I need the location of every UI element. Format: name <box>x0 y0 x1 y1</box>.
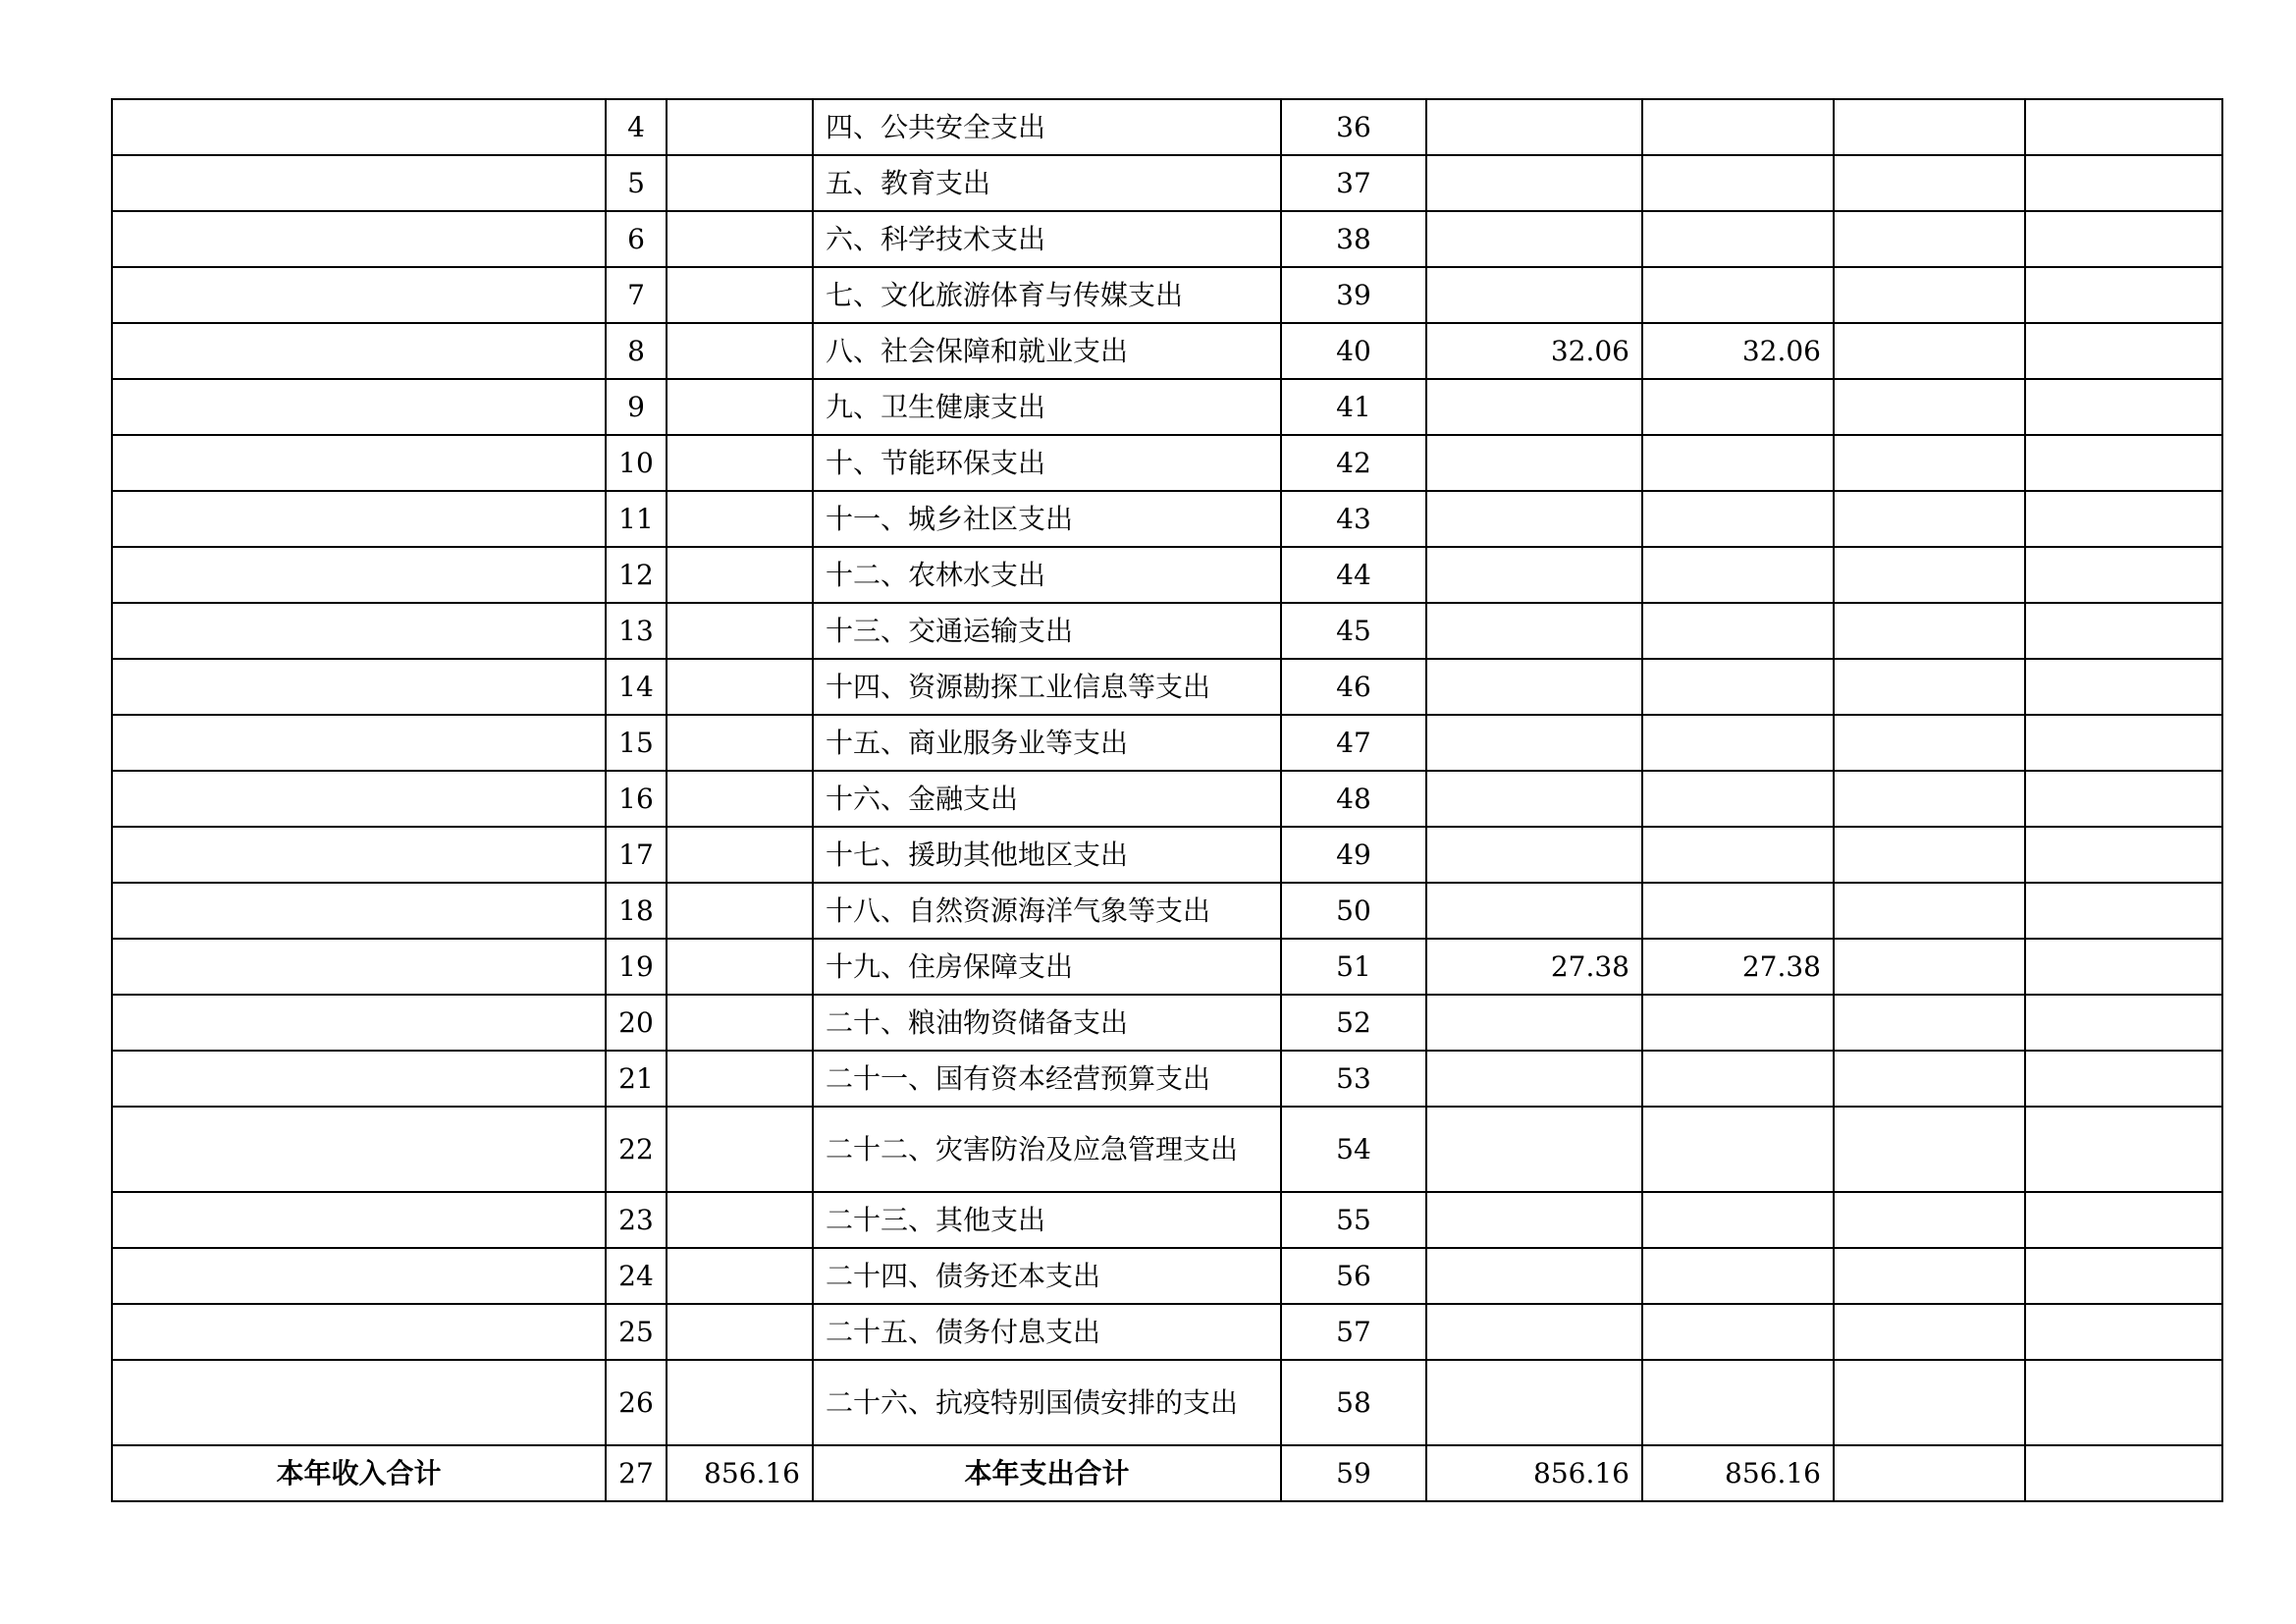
expense-line-no: 44 <box>1281 547 1426 603</box>
income-item-cell <box>112 99 606 155</box>
table-row <box>112 1051 2222 1107</box>
table-row <box>112 267 2222 323</box>
income-total-line-no: 27 <box>606 1445 667 1501</box>
expense-line-no: 53 <box>1281 1051 1426 1107</box>
expense-line-no: 39 <box>1281 267 1426 323</box>
expense-line-no: 41 <box>1281 379 1426 435</box>
table-row <box>112 323 2222 379</box>
expense-total-value <box>1426 883 1642 939</box>
expense-total-value <box>1426 603 1642 659</box>
expense-col4-cell <box>2025 155 2222 211</box>
income-item-cell <box>112 995 606 1051</box>
expense-item: 十七、援助其他地区支出 <box>813 827 1281 883</box>
expense-item: 十二、农林水支出 <box>813 547 1281 603</box>
income-item-cell <box>112 659 606 715</box>
expense-item: 四、公共安全支出 <box>813 99 1281 155</box>
expense-col3-cell <box>1834 827 2025 883</box>
income-line-no: 19 <box>606 939 667 995</box>
expense-total-value <box>1426 1192 1642 1248</box>
income-amount-cell <box>667 883 813 939</box>
expense-col4-cell <box>2025 1445 2222 1501</box>
income-item-cell <box>112 939 606 995</box>
expense-item: 五、教育支出 <box>813 155 1281 211</box>
expense-col2-value: 27.38 <box>1642 939 1834 995</box>
income-total-amount: 856.16 <box>667 1445 813 1501</box>
income-line-no: 15 <box>606 715 667 771</box>
expense-col4-cell <box>2025 1107 2222 1192</box>
income-amount-cell <box>667 939 813 995</box>
income-item-cell <box>112 771 606 827</box>
income-item-cell <box>112 211 606 267</box>
expense-line-no: 36 <box>1281 99 1426 155</box>
table-row <box>112 547 2222 603</box>
expense-line-no: 40 <box>1281 323 1426 379</box>
income-amount-cell <box>667 603 813 659</box>
expense-col2-value <box>1642 1360 1834 1445</box>
income-amount-cell <box>667 435 813 491</box>
expense-col4-cell <box>2025 827 2222 883</box>
expense-item: 七、文化旅游体育与传媒支出 <box>813 267 1281 323</box>
table-row <box>112 1304 2222 1360</box>
income-item-cell <box>112 1248 606 1304</box>
expense-col3-cell <box>1834 99 2025 155</box>
table-row <box>112 1192 2222 1248</box>
expense-item: 十三、交通运输支出 <box>813 603 1281 659</box>
expense-line-no: 55 <box>1281 1192 1426 1248</box>
expense-col2-value <box>1642 1051 1834 1107</box>
expense-col4-cell <box>2025 603 2222 659</box>
table-body <box>112 99 2222 1501</box>
expense-col3-cell <box>1834 1051 2025 1107</box>
income-item-cell <box>112 435 606 491</box>
income-amount-cell <box>667 659 813 715</box>
expense-col2-value <box>1642 603 1834 659</box>
expense-col2-value <box>1642 491 1834 547</box>
income-line-no: 20 <box>606 995 667 1051</box>
expense-total-value: 32.06 <box>1426 323 1642 379</box>
expense-line-no: 51 <box>1281 939 1426 995</box>
expense-line-no: 58 <box>1281 1360 1426 1445</box>
expense-item: 二十六、抗疫特别国债安排的支出 <box>813 1360 1281 1445</box>
expense-line-no: 45 <box>1281 603 1426 659</box>
expense-line-no: 52 <box>1281 995 1426 1051</box>
expense-col3-cell <box>1834 1304 2025 1360</box>
expense-total-value <box>1426 211 1642 267</box>
expense-col4-cell <box>2025 883 2222 939</box>
table-row <box>112 99 2222 155</box>
expense-line-no: 57 <box>1281 1304 1426 1360</box>
expense-total-value <box>1426 1248 1642 1304</box>
expense-col2-value <box>1642 267 1834 323</box>
income-item-cell <box>112 1304 606 1360</box>
income-line-no: 24 <box>606 1248 667 1304</box>
expense-item: 二十四、债务还本支出 <box>813 1248 1281 1304</box>
expense-item: 九、卫生健康支出 <box>813 379 1281 435</box>
expense-col3-cell <box>1834 1445 2025 1501</box>
expense-col2-value <box>1642 99 1834 155</box>
expense-col4-cell <box>2025 1304 2222 1360</box>
income-amount-cell <box>667 995 813 1051</box>
table-row <box>112 995 2222 1051</box>
income-amount-cell <box>667 491 813 547</box>
income-line-no: 5 <box>606 155 667 211</box>
expense-col4-cell <box>2025 771 2222 827</box>
expense-line-no: 42 <box>1281 435 1426 491</box>
expense-total-value <box>1426 99 1642 155</box>
expense-col4-cell <box>2025 491 2222 547</box>
income-amount-cell <box>667 323 813 379</box>
expense-total-value <box>1426 1107 1642 1192</box>
expense-total-value <box>1426 491 1642 547</box>
expense-col4-cell <box>2025 435 2222 491</box>
expense-col2-value <box>1642 1107 1834 1192</box>
expense-col3-cell <box>1834 1192 2025 1248</box>
expense-col2-value <box>1642 883 1834 939</box>
table-row <box>112 883 2222 939</box>
expense-col4-cell <box>2025 211 2222 267</box>
expense-col3-cell <box>1834 603 2025 659</box>
table-row <box>112 827 2222 883</box>
expense-col3-cell <box>1834 547 2025 603</box>
expense-col3-cell <box>1834 771 2025 827</box>
expense-col2-value <box>1642 715 1834 771</box>
expense-total-value <box>1426 771 1642 827</box>
income-line-no: 22 <box>606 1107 667 1192</box>
expense-total-value <box>1426 715 1642 771</box>
expense-line-no: 38 <box>1281 211 1426 267</box>
income-amount-cell <box>667 827 813 883</box>
income-line-no: 4 <box>606 99 667 155</box>
income-line-no: 7 <box>606 267 667 323</box>
expense-item: 十四、资源勘探工业信息等支出 <box>813 659 1281 715</box>
income-amount-cell <box>667 1248 813 1304</box>
income-item-cell <box>112 267 606 323</box>
expense-line-no: 50 <box>1281 883 1426 939</box>
expense-item: 二十二、灾害防治及应急管理支出 <box>813 1107 1281 1192</box>
expense-total-value <box>1426 155 1642 211</box>
income-amount-cell <box>667 267 813 323</box>
income-line-no: 17 <box>606 827 667 883</box>
income-line-no: 26 <box>606 1360 667 1445</box>
expense-total-value <box>1426 379 1642 435</box>
expense-total-value <box>1426 1051 1642 1107</box>
expense-item: 十、节能环保支出 <box>813 435 1281 491</box>
expense-col4-cell <box>2025 715 2222 771</box>
expense-col4-cell <box>2025 995 2222 1051</box>
income-line-no: 18 <box>606 883 667 939</box>
expense-col2-value <box>1642 1192 1834 1248</box>
income-amount-cell <box>667 155 813 211</box>
expense-col3-cell <box>1834 323 2025 379</box>
table-row <box>112 491 2222 547</box>
expense-total-value <box>1426 995 1642 1051</box>
expense-col4-cell <box>2025 1192 2222 1248</box>
expense-line-no: 43 <box>1281 491 1426 547</box>
income-item-cell <box>112 155 606 211</box>
expense-col2-value <box>1642 211 1834 267</box>
table-row <box>112 771 2222 827</box>
expense-col3-cell <box>1834 995 2025 1051</box>
expense-col2-value <box>1642 1304 1834 1360</box>
expense-total-value <box>1426 435 1642 491</box>
expense-col3-cell <box>1834 435 2025 491</box>
expense-col3-cell <box>1834 155 2025 211</box>
income-line-no: 10 <box>606 435 667 491</box>
table-row <box>112 1360 2222 1445</box>
income-item-cell <box>112 715 606 771</box>
expense-col2-value <box>1642 435 1834 491</box>
expense-total-value <box>1426 547 1642 603</box>
income-item-cell <box>112 379 606 435</box>
income-item-cell <box>112 1107 606 1192</box>
income-line-no: 9 <box>606 379 667 435</box>
expense-col3-cell <box>1834 491 2025 547</box>
expense-item: 二十五、债务付息支出 <box>813 1304 1281 1360</box>
income-line-no: 6 <box>606 211 667 267</box>
expense-col4-cell <box>2025 1248 2222 1304</box>
income-item-cell <box>112 603 606 659</box>
expense-col4-cell <box>2025 379 2222 435</box>
expense-col4-cell <box>2025 323 2222 379</box>
expense-col4-cell <box>2025 547 2222 603</box>
income-amount-cell <box>667 379 813 435</box>
table-row <box>112 435 2222 491</box>
income-line-no: 16 <box>606 771 667 827</box>
expense-item: 十一、城乡社区支出 <box>813 491 1281 547</box>
income-item-cell <box>112 1192 606 1248</box>
expense-col2-value <box>1642 659 1834 715</box>
income-line-no: 13 <box>606 603 667 659</box>
expense-item: 六、科学技术支出 <box>813 211 1281 267</box>
expense-col2-value <box>1642 1248 1834 1304</box>
income-amount-cell <box>667 1107 813 1192</box>
expense-item: 二十、粮油物资储备支出 <box>813 995 1281 1051</box>
income-line-no: 11 <box>606 491 667 547</box>
expense-item: 十九、住房保障支出 <box>813 939 1281 995</box>
income-amount-cell <box>667 547 813 603</box>
expense-total-value <box>1426 1304 1642 1360</box>
income-item-cell <box>112 547 606 603</box>
table-row <box>112 939 2222 995</box>
expense-item: 十八、自然资源海洋气象等支出 <box>813 883 1281 939</box>
expense-line-no: 49 <box>1281 827 1426 883</box>
expense-total-value <box>1426 659 1642 715</box>
expense-col3-cell <box>1834 211 2025 267</box>
income-amount-cell <box>667 1360 813 1445</box>
table-row <box>112 1107 2222 1192</box>
income-total-label: 本年收入合计 <box>112 1445 606 1501</box>
expense-total-value: 856.16 <box>1426 1445 1642 1501</box>
expense-col2-value <box>1642 827 1834 883</box>
expense-col2-value <box>1642 155 1834 211</box>
expense-col3-cell <box>1834 715 2025 771</box>
income-amount-cell <box>667 1192 813 1248</box>
income-item-cell <box>112 1360 606 1445</box>
income-line-no: 12 <box>606 547 667 603</box>
income-item-cell <box>112 883 606 939</box>
expense-total-value: 27.38 <box>1426 939 1642 995</box>
income-amount-cell <box>667 715 813 771</box>
expense-item: 二十一、国有资本经营预算支出 <box>813 1051 1281 1107</box>
income-amount-cell <box>667 771 813 827</box>
budget-table <box>111 98 2223 1502</box>
expense-item: 八、社会保障和就业支出 <box>813 323 1281 379</box>
expense-line-no: 48 <box>1281 771 1426 827</box>
expense-col3-cell <box>1834 659 2025 715</box>
expense-col4-cell <box>2025 1051 2222 1107</box>
expense-col4-cell <box>2025 1360 2222 1445</box>
table-row <box>112 659 2222 715</box>
income-amount-cell <box>667 211 813 267</box>
expense-total-value <box>1426 827 1642 883</box>
income-line-no: 8 <box>606 323 667 379</box>
expense-total-label: 本年支出合计 <box>813 1445 1281 1501</box>
expense-line-no: 37 <box>1281 155 1426 211</box>
expense-line-no: 47 <box>1281 715 1426 771</box>
table-row <box>112 379 2222 435</box>
expense-col2-value <box>1642 379 1834 435</box>
expense-col4-cell <box>2025 939 2222 995</box>
expense-col3-cell <box>1834 1107 2025 1192</box>
expense-total-value <box>1426 1360 1642 1445</box>
expense-col3-cell <box>1834 1248 2025 1304</box>
expense-col2-value: 32.06 <box>1642 323 1834 379</box>
expense-col2-value <box>1642 995 1834 1051</box>
expense-col4-cell <box>2025 99 2222 155</box>
expense-col2-value <box>1642 547 1834 603</box>
expense-col3-cell <box>1834 1360 2025 1445</box>
table-row <box>112 1248 2222 1304</box>
table-row <box>112 715 2222 771</box>
total-row <box>112 1445 2222 1501</box>
income-line-no: 23 <box>606 1192 667 1248</box>
expense-total-line-no: 59 <box>1281 1445 1426 1501</box>
income-item-cell <box>112 491 606 547</box>
expense-line-no: 54 <box>1281 1107 1426 1192</box>
expense-item: 十五、商业服务业等支出 <box>813 715 1281 771</box>
expense-col3-cell <box>1834 883 2025 939</box>
expense-col3-cell <box>1834 267 2025 323</box>
table-row <box>112 155 2222 211</box>
expense-line-no: 46 <box>1281 659 1426 715</box>
expense-col2-value <box>1642 771 1834 827</box>
expense-item: 十六、金融支出 <box>813 771 1281 827</box>
income-item-cell <box>112 827 606 883</box>
expense-col3-cell <box>1834 379 2025 435</box>
income-item-cell <box>112 323 606 379</box>
income-amount-cell <box>667 1051 813 1107</box>
expense-col2-total-value: 856.16 <box>1642 1445 1834 1501</box>
expense-line-no: 56 <box>1281 1248 1426 1304</box>
expense-item: 二十三、其他支出 <box>813 1192 1281 1248</box>
expense-total-value <box>1426 267 1642 323</box>
income-line-no: 25 <box>606 1304 667 1360</box>
table-row <box>112 603 2222 659</box>
expense-col4-cell <box>2025 659 2222 715</box>
income-amount-cell <box>667 99 813 155</box>
income-item-cell <box>112 1051 606 1107</box>
income-line-no: 14 <box>606 659 667 715</box>
income-amount-cell <box>667 1304 813 1360</box>
table-row <box>112 211 2222 267</box>
expense-col3-cell <box>1834 939 2025 995</box>
income-line-no: 21 <box>606 1051 667 1107</box>
expense-col4-cell <box>2025 267 2222 323</box>
